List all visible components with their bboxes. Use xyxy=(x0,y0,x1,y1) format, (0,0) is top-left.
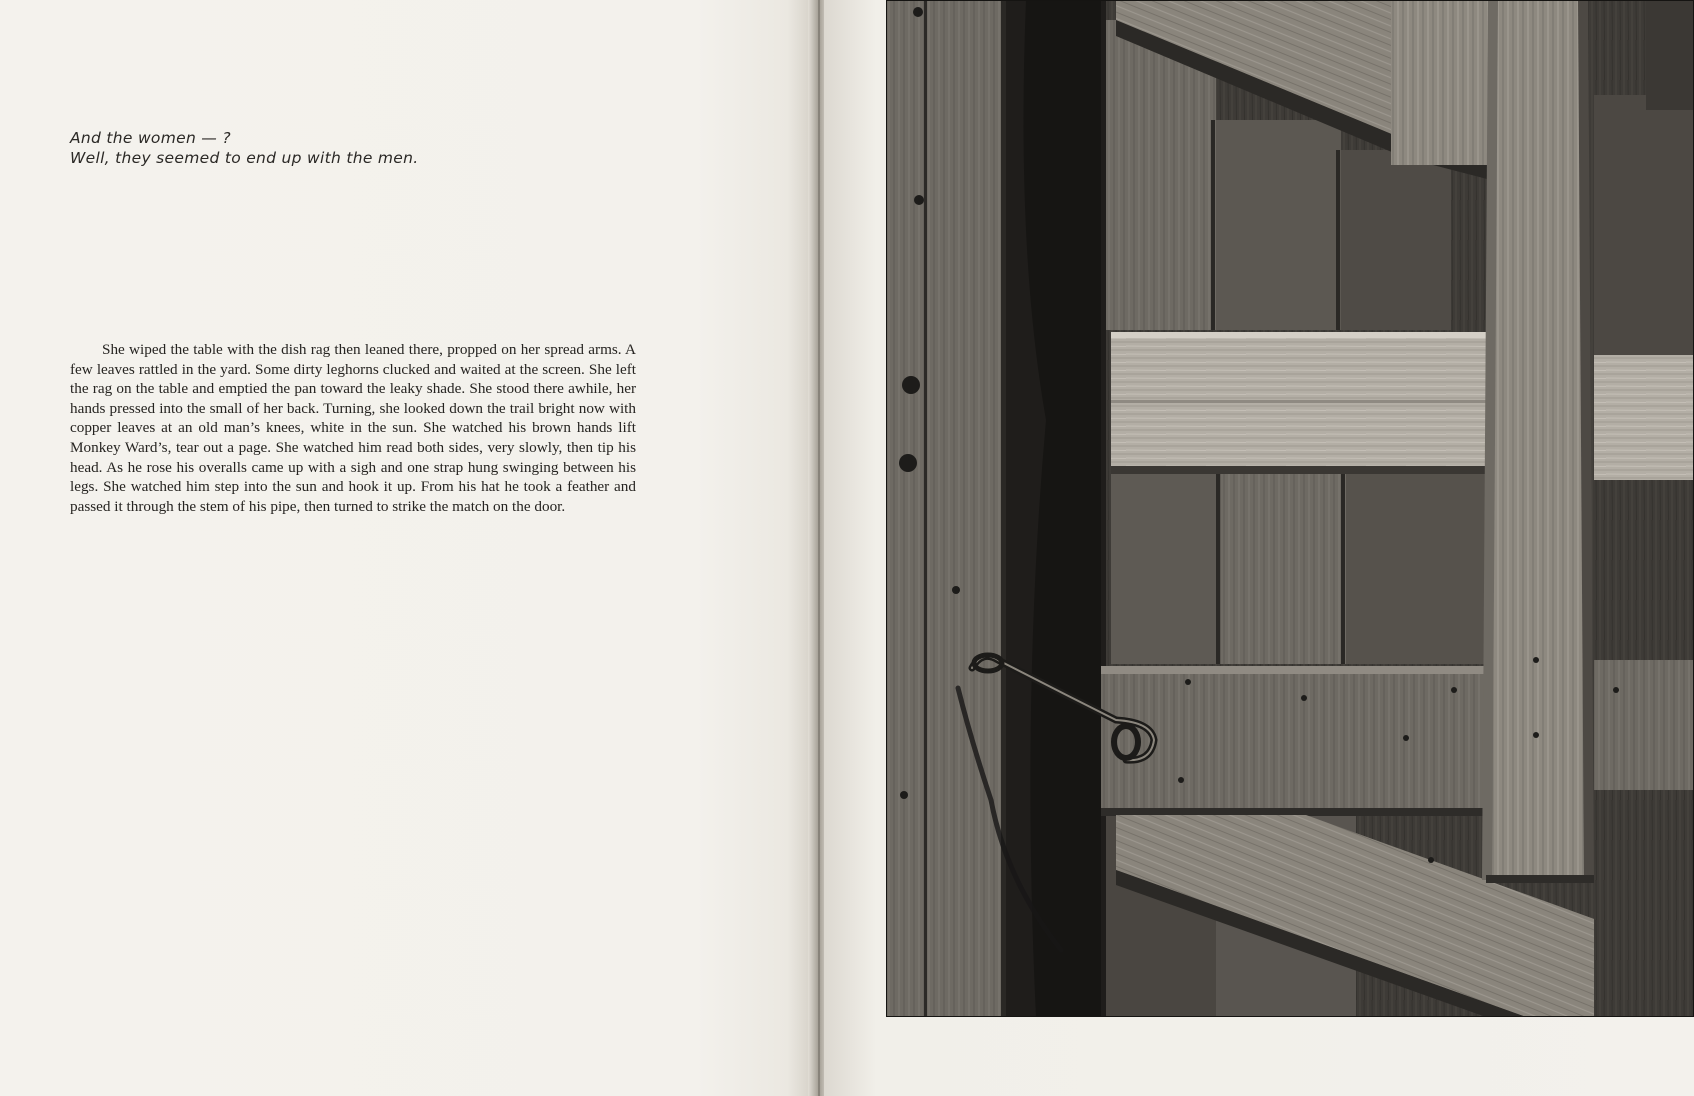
door-photograph xyxy=(886,0,1694,1017)
left-page xyxy=(0,0,820,1096)
epigraph xyxy=(70,128,630,168)
body-paragraph: She wiped the table with the dish rag then leaned there, propped on her spread arms. A few leaves rattled in the yard. Some dirty leghorns clucked and waited at the screen. She left the rag on the table and emptied the pan toward the leaky shade. She stood there awhile, her hands pressed into the small of her back. Turning, she looked down the trail bright now with copper leaves at an old man’s knees, white in the sun. She watched his brown hands lift Monkey Ward’s, tear out a page. She watched him read both sides, very slowly, then tip his head. As he rose his overalls came up with a sigh and one strap hung swinging between his legs. She watched him step into the sun and hook it up. From his hat he took a feather and passed it through the stem of his pipe, then turned to strike the match on the door. xyxy=(70,341,636,515)
epigraph-line-2: Well, they seemed to end up with the men. xyxy=(70,149,419,167)
epigraph-line-1: And the women — ? xyxy=(70,129,231,147)
